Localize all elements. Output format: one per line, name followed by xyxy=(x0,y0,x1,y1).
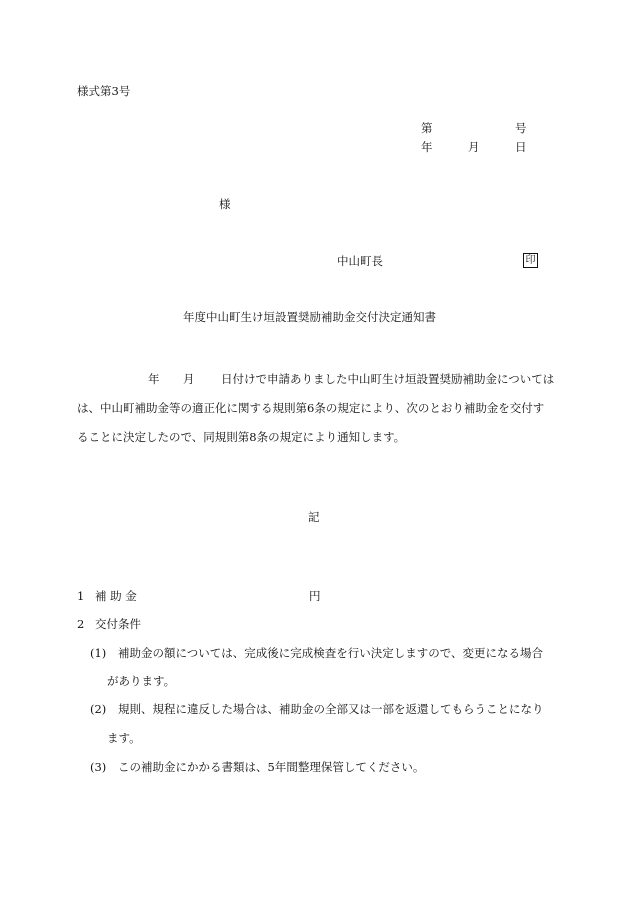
issuer-title: 中山町長 xyxy=(337,254,383,268)
condition-2-text: 規則、規程に違反した場合は、補助金の全部又は一部を返還してもらうことになり xyxy=(118,702,544,716)
official-seal: 印 xyxy=(523,253,538,268)
item-2-number: 2 xyxy=(77,617,85,631)
body-line-1: 日付けで申請ありました中山町生け垣設置奨励補助金については xyxy=(221,372,555,386)
date-month: 月 xyxy=(468,140,480,154)
condition-2-number: (2) xyxy=(90,702,107,716)
reference-number-prefix: 第 xyxy=(421,121,433,135)
condition-1-continuation: があります。 xyxy=(107,674,176,688)
condition-1-text: 補助金の額については、完成後に完成検査を行い決定しますので、変更になる場合 xyxy=(118,646,544,660)
body-line-2: は、中山町補助金等の適正化に関する規則第6条の規定により、次のとおり補助金を交付す xyxy=(77,401,545,415)
item-2-label: 交付条件 xyxy=(95,617,141,631)
body-month: 月 xyxy=(183,372,195,386)
item-1-unit: 円 xyxy=(309,589,321,603)
addressee-honorific: 様 xyxy=(219,197,231,211)
ki-heading: 記 xyxy=(308,510,320,524)
condition-2-continuation: ます。 xyxy=(107,731,141,745)
document-title: 年度中山町生け垣設置奨励補助金交付決定通知書 xyxy=(183,310,436,324)
form-number: 様式第3号 xyxy=(77,84,131,98)
body-year: 年 xyxy=(148,372,160,386)
item-1-number: 1 xyxy=(77,589,85,603)
condition-3-text: この補助金にかかる書類は、5年間整理保管してください。 xyxy=(118,760,425,774)
condition-3-number: (3) xyxy=(90,760,107,774)
body-line-3: ることに決定したので、同規則第8条の規定により通知します。 xyxy=(77,430,406,444)
date-year: 年 xyxy=(421,140,433,154)
condition-1-number: (1) xyxy=(90,646,107,660)
date-day: 日 xyxy=(515,140,527,154)
reference-number-suffix: 号 xyxy=(515,121,527,135)
item-1-label: 補 助 金 xyxy=(95,589,137,603)
